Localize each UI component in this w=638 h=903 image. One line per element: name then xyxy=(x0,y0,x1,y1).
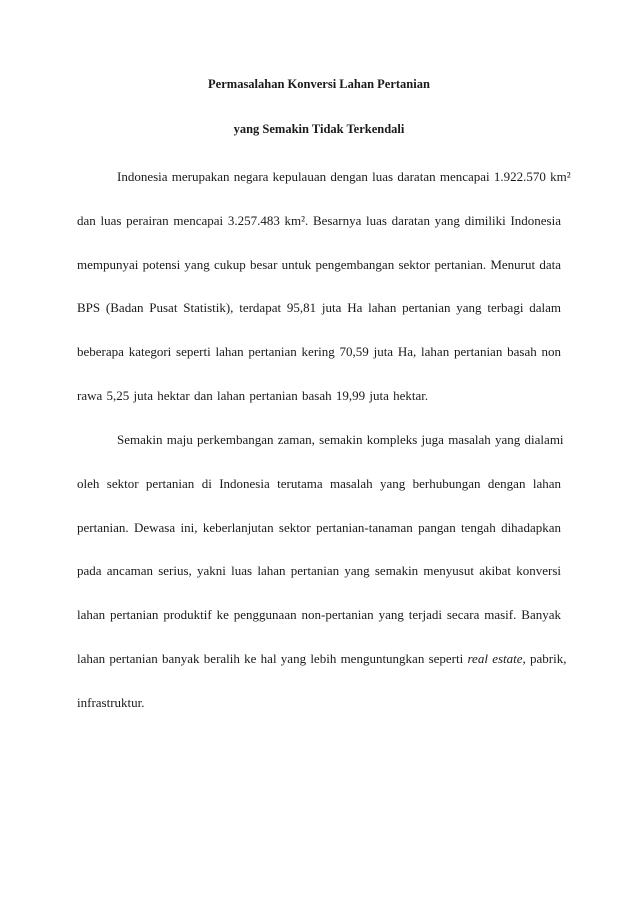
text-segment: lahan pertanian banyak beralih ke hal yang lebih menguntungkan seperti xyxy=(77,650,468,666)
paragraph-line: BPS (Badan Pusat Statistik), terdapat 95,81 juta Ha lahan pertanian yang terbagi dalam xyxy=(77,300,561,316)
paragraph-line: infrastruktur. xyxy=(77,694,145,710)
paragraph-line: Semakin maju perkembangan zaman, semakin kompleks juga masalah yang dialami xyxy=(117,432,564,447)
paragraph-1 xyxy=(77,168,571,431)
paragraph-line: beberapa kategori seperti lahan pertanian kering 70,59 juta Ha, lahan pertanian basah non xyxy=(77,344,561,360)
paragraph-line: rawa 5,25 juta hektar dan lahan pertanian basah 19,99 juta hektar. xyxy=(77,387,429,403)
paragraph-line: Indonesia merupakan negara kepulauan dengan luas daratan mencapai 1.922.570 km² xyxy=(117,169,571,184)
paragraph-line: pada ancaman serius, yakni luas lahan pertanian yang semakin menyusut akibat konversi xyxy=(77,563,561,579)
paragraph-line: mempunyai potensi yang cukup besar untuk pengembangan sektor pertanian. Menurut data xyxy=(77,256,562,272)
paragraph-line: oleh sektor pertanian di Indonesia terutama masalah yang berhubungan dengan lahan xyxy=(77,475,561,491)
document-title-line-2: yang Semakin Tidak Terkendali xyxy=(233,122,405,136)
italic-term: real estate, xyxy=(467,650,526,666)
paragraph-2 xyxy=(77,431,567,738)
paragraph-line: pertanian. Dewasa ini, keberlanjutan sektor pertanian-tanaman pangan tengah dihadapkan xyxy=(77,519,561,535)
document-title-line-1: Permasalahan Konversi Lahan Pertanian xyxy=(208,77,430,91)
paragraph-line: dan luas perairan mencapai 3.257.483 km². Besarnya luas daratan yang dimiliki Indonesia xyxy=(77,212,561,228)
text-segment: pabrik, xyxy=(525,650,567,666)
paragraph-line-mixed xyxy=(77,650,567,694)
paragraph-line: lahan pertanian produktif ke penggunaan non-pertanian yang terjadi secara masif. Banyak xyxy=(77,607,561,623)
